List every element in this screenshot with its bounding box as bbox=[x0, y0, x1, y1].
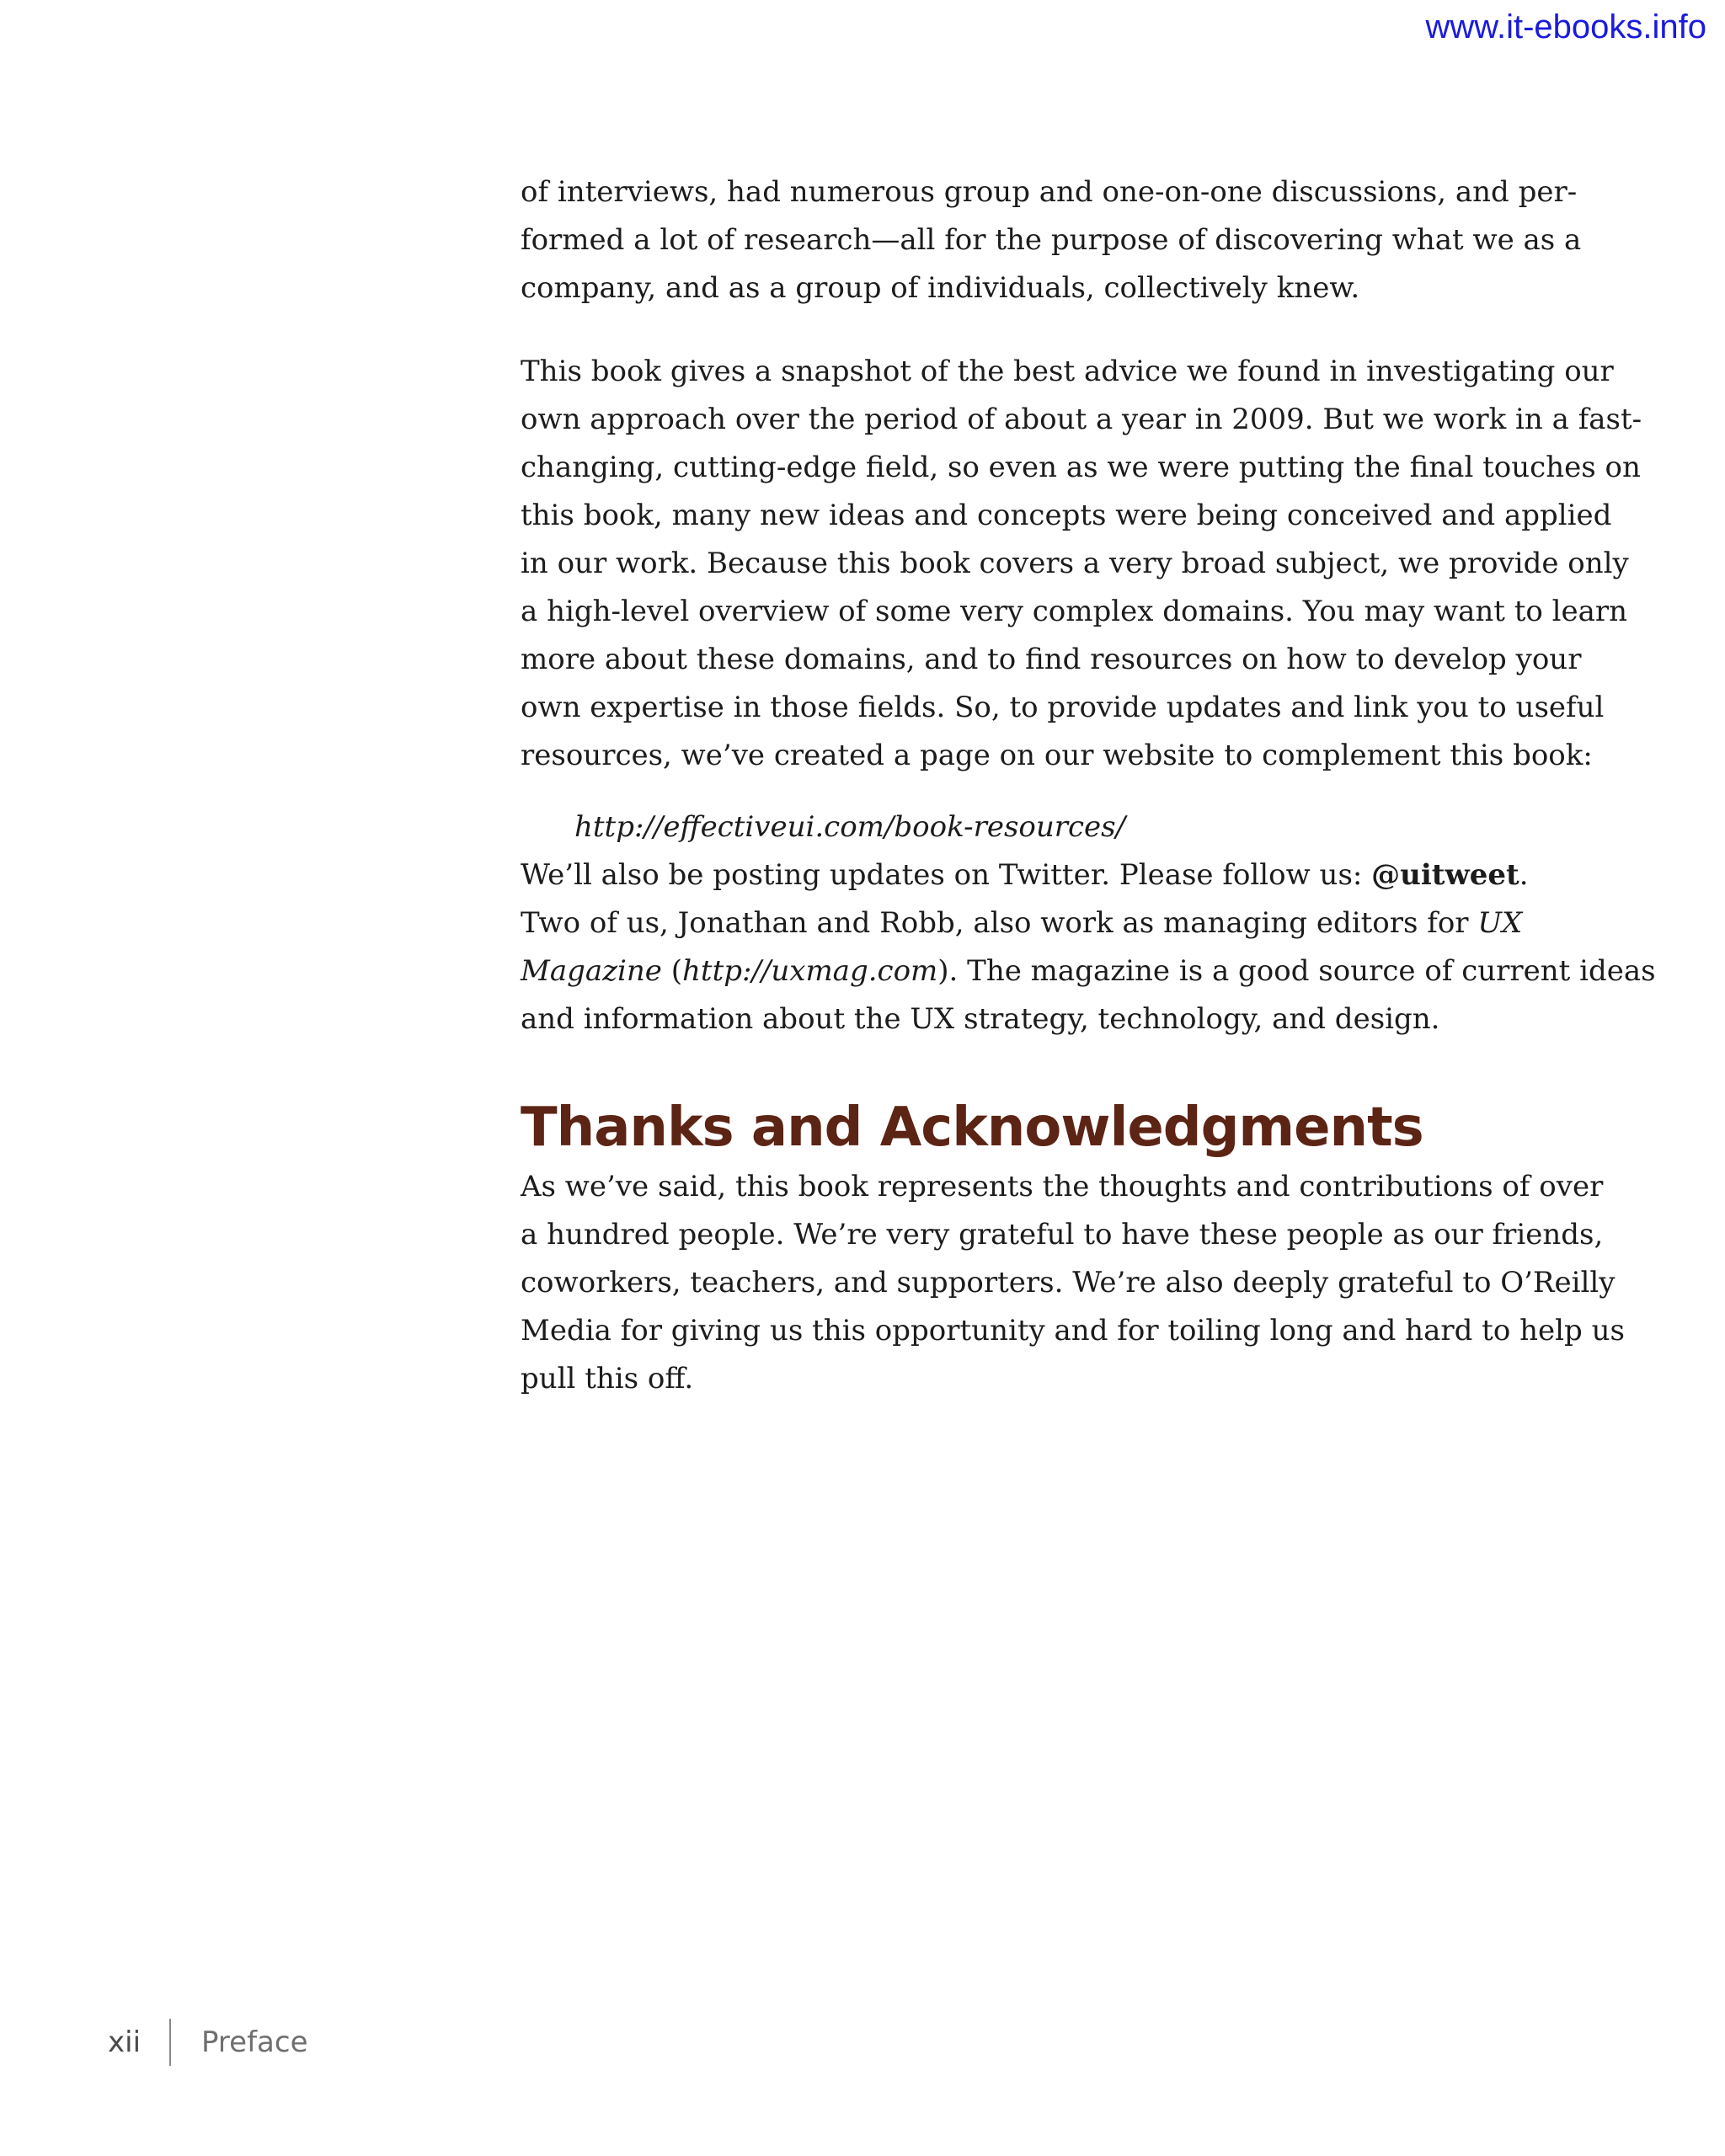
text-line: own expertise in those fields. So, to provide updates and link you to useful bbox=[521, 691, 1605, 724]
magazine-url-link[interactable]: http://uxmag.com bbox=[682, 954, 938, 988]
text-line: and information about the UX strategy, technology, and design. bbox=[521, 1002, 1440, 1036]
text-line: coworkers, teachers, and supporters. We’re also deeply grateful to O’Reilly bbox=[521, 1266, 1616, 1299]
text-line: This book gives a snapshot of the best advice we found in investigating our bbox=[521, 355, 1614, 388]
text-line: of interviews, had numerous group and one-on-one discussions, and per- bbox=[521, 175, 1578, 209]
text-line: Media for giving us this opportunity and for toiling long and hard to help us bbox=[521, 1314, 1625, 1348]
watermark-link[interactable]: www.it-ebooks.info bbox=[1425, 8, 1706, 45]
twitter-handle[interactable]: @uitweet bbox=[1371, 858, 1519, 892]
text-line: As we’ve said, this book represents the thoughts and contributions of over bbox=[521, 1170, 1604, 1203]
magazine-paren: ( bbox=[661, 954, 683, 988]
magazine-title-part: UX bbox=[1477, 906, 1523, 940]
magazine-text: ). The magazine is a good source of current ideas bbox=[937, 954, 1656, 988]
text-line: resources, we’ve created a page on our website to complement this book: bbox=[521, 739, 1593, 772]
twitter-end: . bbox=[1519, 858, 1529, 892]
page-footer bbox=[108, 2018, 308, 2067]
paragraph-snapshot bbox=[521, 348, 1642, 780]
text-line: this book, many new ideas and concepts were being conceived and applied bbox=[521, 499, 1612, 532]
page-number: xii bbox=[108, 2025, 142, 2059]
text-line: pull this off. bbox=[521, 1362, 694, 1396]
text-line: a hundred people. We’re very grateful to have these people as our friends, bbox=[521, 1218, 1604, 1251]
section-name: Preface bbox=[201, 2025, 308, 2059]
paragraph-magazine bbox=[521, 899, 1656, 1043]
twitter-text: We’ll also be posting updates on Twitter. Please follow us: bbox=[521, 858, 1372, 892]
text-line bbox=[521, 947, 1656, 995]
text-line: in our work. Because this book covers a very broad subject, we provide only bbox=[521, 547, 1629, 580]
text-line: more about these domains, and to find resources on how to develop your bbox=[521, 643, 1582, 676]
section-heading: Thanks and Acknowledgments bbox=[521, 1097, 1423, 1159]
magazine-text: Two of us, Jonathan and Robb, also work as managing editors for bbox=[521, 906, 1478, 940]
page-content bbox=[521, 168, 1656, 1403]
paragraph-twitter bbox=[521, 851, 1573, 899]
text-line: changing, cutting-edge field, so even as we were putting the final touches on bbox=[521, 451, 1641, 484]
text-line: company, and as a group of individuals, collectively knew. bbox=[521, 271, 1360, 305]
paragraph-acknowledgments bbox=[521, 1163, 1625, 1403]
text-line: a high-level overview of some very complex domains. You may want to learn bbox=[521, 595, 1628, 628]
magazine-title-part: Magazine bbox=[521, 954, 662, 988]
text-line: formed a lot of research—all for the purpose of discovering what we as a bbox=[521, 223, 1582, 257]
footer-divider bbox=[169, 2019, 171, 2066]
text-line: own approach over the period of about a year in 2009. But we work in a fast- bbox=[521, 403, 1642, 436]
paragraph-interviews bbox=[521, 168, 1582, 312]
text-line bbox=[521, 899, 1573, 947]
resource-url-link[interactable]: http://effectiveui.com/book-resources/ bbox=[574, 810, 1126, 844]
